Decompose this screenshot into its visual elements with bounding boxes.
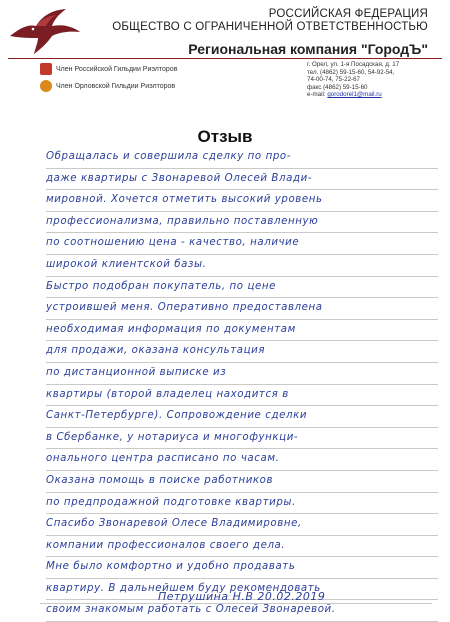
country-name: РОССИЙСКАЯ ФЕДЕРАЦИЯ bbox=[268, 8, 428, 20]
letter-line: квартиры (второй владелец находится в bbox=[46, 385, 438, 407]
header-divider bbox=[8, 58, 442, 59]
letter-line: Быстро подобран покупатель, по цене bbox=[46, 277, 438, 299]
address: г. Орел, ул. 1-я Посадская, д. 17 bbox=[307, 61, 400, 68]
guild-label: Член Орловской Гильдии Риэлторов bbox=[56, 82, 176, 90]
letter-line: Оказана помощь в поиске работников bbox=[46, 471, 438, 493]
fax: факс (4862) 59-15-60 bbox=[307, 83, 368, 91]
ogr-badge-icon bbox=[40, 80, 52, 92]
letter-line: устроившей меня. Оперативно предоставлена bbox=[46, 298, 438, 320]
letter-line: Мне было комфортно и удобно продавать bbox=[46, 557, 438, 579]
guild-membership-oryol bbox=[40, 80, 175, 92]
letter-line: по предпродажной подготовке квартиры. bbox=[46, 493, 438, 515]
letter-line: компании профессионалов своего дела. bbox=[46, 536, 438, 558]
letter-line: по дистанционной выписке из bbox=[46, 363, 438, 385]
letter-line: своим знакомым работать с Олесей Звонаревой. bbox=[46, 600, 438, 622]
letter-line: профессионализма, правильно поставленную bbox=[46, 212, 438, 234]
letter-line: Санкт-Петербурге). Сопровождение сделки bbox=[46, 406, 438, 428]
guild-label: Член Российской Гильдии Риэлторов bbox=[56, 65, 178, 73]
eagle-icon bbox=[6, 6, 84, 58]
signature: Петрушина Н.В 20.02.2019 bbox=[158, 590, 326, 603]
letter-line: Спасибо Звонаревой Олесе Владимировне, bbox=[46, 514, 438, 536]
company-header bbox=[98, 8, 428, 60]
organization-type: ОБЩЕСТВО С ОГРАНИЧЕННОЙ ОТВЕТСТВЕННОСТЬЮ bbox=[112, 21, 428, 33]
email-row bbox=[307, 91, 447, 99]
letter-line: широкой клиентской базы. bbox=[46, 255, 438, 277]
letter-line: даже квартиры с Звонаревой Олесей Влади- bbox=[46, 169, 438, 191]
phone-line-2: 74-00-74, 75-22-67 bbox=[307, 76, 360, 84]
letter-line: для продажи, оказана консультация bbox=[46, 341, 438, 363]
company-name: Региональная компания "ГородЪ" bbox=[188, 41, 428, 57]
letter-line: Обращалась и совершила сделку по про- bbox=[46, 147, 438, 169]
guild-membership-russian bbox=[40, 63, 177, 75]
rgr-badge-icon bbox=[40, 63, 52, 75]
email-link[interactable]: gorodorel1@mail.ru bbox=[327, 91, 382, 99]
document-title: Отзыв bbox=[197, 127, 253, 146]
contact-block bbox=[307, 61, 447, 99]
letter-line: квартиру. В дальнейшем буду рекомендовать bbox=[46, 579, 438, 601]
letter-line: онального центра расписано по часам. bbox=[46, 449, 438, 471]
letter-line: необходимая информация по документам bbox=[46, 320, 438, 342]
letter-line: мировной. Хочется отметить высокий уровень bbox=[46, 190, 438, 212]
handwritten-letter bbox=[46, 147, 438, 622]
letter-line: в Сбербанке, у нотариуса и многофункци- bbox=[46, 428, 438, 450]
phone-line-1: тел. (4862) 59-15-60, 54-92-54, bbox=[307, 68, 395, 76]
letter-line: по соотношению цена - качество, наличие bbox=[46, 233, 438, 255]
email-label: e-mail: bbox=[307, 91, 326, 99]
signature-line bbox=[40, 603, 432, 604]
